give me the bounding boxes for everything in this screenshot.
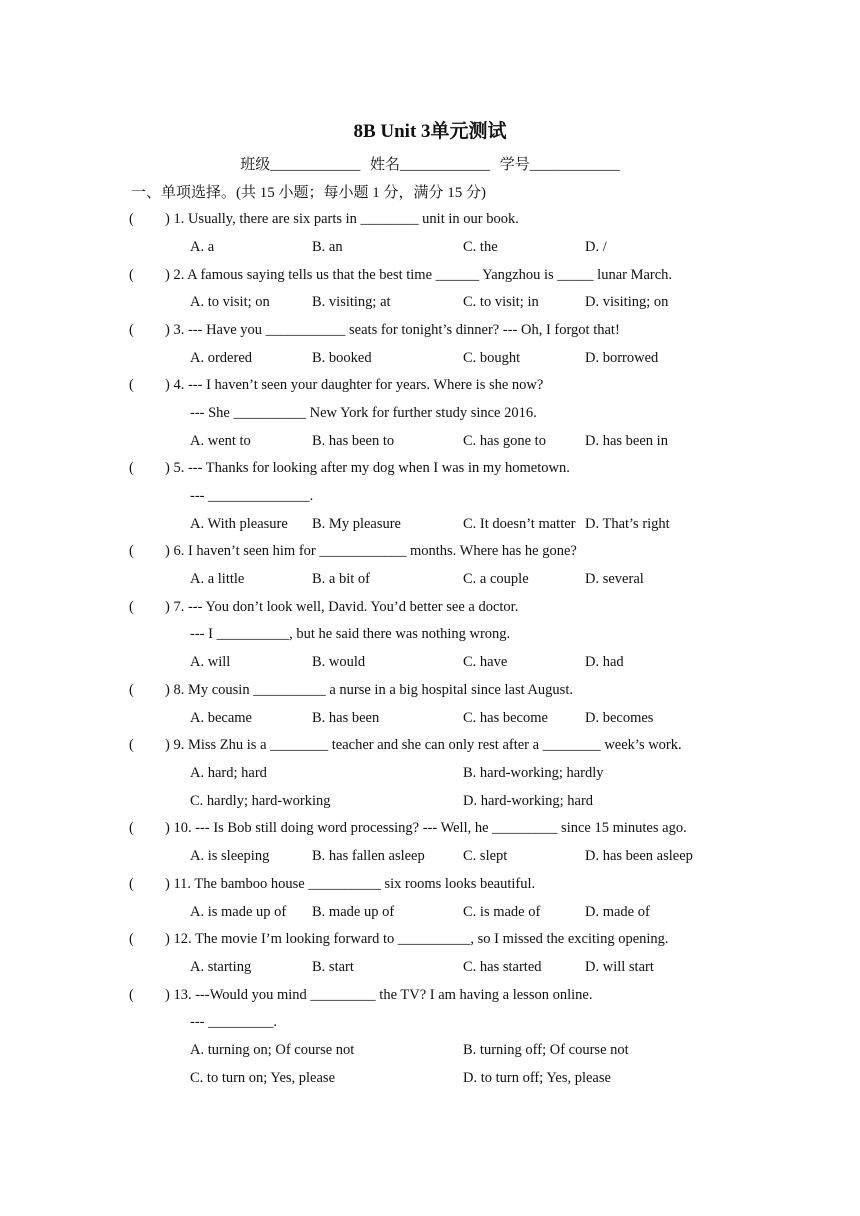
answer-option: D. had — [585, 654, 624, 670]
question-stem: ) 11. The bamboo house __________ six rooms looks beautiful. — [165, 876, 536, 892]
answer-option: B. has fallen asleep — [312, 848, 425, 864]
answer-option: C. have — [463, 654, 508, 670]
answer-bracket: ( — [129, 682, 134, 698]
answer-option: B. hard-working; hardly — [463, 765, 604, 781]
question-stem: ) 9. Miss Zhu is a ________ teacher and she can only rest after a ________ week’s work. — [165, 737, 682, 753]
answer-option: B. My pleasure — [312, 516, 401, 532]
name-field: 姓名____________ — [369, 157, 490, 173]
answer-option: B. an — [312, 239, 343, 255]
answer-option: D. will start — [585, 959, 654, 975]
answer-option: A. a little — [190, 571, 245, 587]
section-heading: 一、单项选择。(共 15 小题；每小题 1 分，满分 15 分) — [131, 185, 486, 201]
question-stem: ) 6. I haven’t seen him for ____________ months. Where has he gone? — [165, 543, 577, 559]
page-title: 8B Unit 3单元测试 — [353, 121, 507, 142]
answer-option: C. a couple — [463, 571, 529, 587]
answer-option: A. became — [190, 710, 252, 726]
answer-bracket: ( — [129, 377, 134, 393]
answer-bracket: ( — [129, 876, 134, 892]
answer-option: A. is made up of — [190, 904, 287, 920]
question-stem: ) 12. The movie I’m looking forward to __________, so I missed the exciting opening. — [165, 931, 669, 947]
answer-option: B. a bit of — [312, 571, 370, 587]
answer-option: D. hard-working; hard — [463, 793, 594, 809]
answer-option: B. booked — [312, 350, 372, 366]
answer-option: B. made up of — [312, 904, 395, 920]
answer-option: C. bought — [463, 350, 521, 366]
answer-option: D. made of — [585, 904, 650, 920]
answer-option: B. has been — [312, 710, 380, 726]
answer-option: C. to visit; in — [463, 294, 539, 310]
question-stem: ) 8. My cousin __________ a nurse in a big hospital since last August. — [165, 682, 573, 698]
question-stem: ) 10. --- Is Bob still doing word processing? --- Well, he _________ since 15 minutes ago. — [165, 820, 687, 836]
question-stem: ) 7. --- You don’t look well, David. You’d better see a doctor. — [165, 599, 519, 615]
answer-option: C. has gone to — [463, 433, 546, 449]
answer-option: A. starting — [190, 959, 252, 975]
answer-option: A. ordered — [190, 350, 253, 366]
answer-bracket: ( — [129, 322, 134, 338]
answer-bracket: ( — [129, 987, 134, 1003]
question-dialogue: --- She __________ New York for further study since 2016. — [190, 405, 537, 421]
student-info-line — [0, 153, 860, 174]
answer-bracket: ( — [129, 211, 134, 227]
answer-option: D. That’s right — [585, 516, 670, 532]
answer-option: B. visiting; at — [312, 294, 391, 310]
question-stem: ) 2. A famous saying tells us that the best time ______ Yangzhou is _____ lunar March. — [165, 267, 673, 283]
answer-option: A. went to — [190, 433, 251, 449]
answer-option: D. visiting; on — [585, 294, 669, 310]
answer-option: B. has been to — [312, 433, 395, 449]
answer-option: D. to turn off; Yes, please — [463, 1070, 611, 1086]
answer-option: D. has been asleep — [585, 848, 693, 864]
question-stem: ) 3. --- Have you ___________ seats for tonight’s dinner? --- Oh, I forgot that! — [165, 322, 620, 338]
question-stem: ) 1. Usually, there are six parts in ________ unit in our book. — [165, 211, 519, 227]
answer-bracket: ( — [129, 737, 134, 753]
answer-option: C. has started — [463, 959, 542, 975]
answer-option: A. a — [190, 239, 215, 255]
answer-option: D. becomes — [585, 710, 654, 726]
answer-option: D. / — [585, 239, 607, 255]
answer-bracket: ( — [129, 931, 134, 947]
answer-option: D. has been in — [585, 433, 668, 449]
answer-option: C. slept — [463, 848, 508, 864]
answer-option: A. hard; hard — [190, 765, 267, 781]
answer-option: B. start — [312, 959, 354, 975]
answer-option: B. would — [312, 654, 366, 670]
answer-option: C. to turn on; Yes, please — [190, 1070, 335, 1086]
answer-bracket: ( — [129, 543, 134, 559]
number-field: 学号____________ — [499, 157, 620, 173]
question-stem: ) 5. --- Thanks for looking after my dog when I was in my hometown. — [165, 460, 570, 476]
question-stem: ) 4. --- I haven’t seen your daughter for years. Where is she now? — [165, 377, 544, 393]
answer-option: C. the — [463, 239, 498, 255]
answer-option: C. It doesn’t matter — [463, 516, 576, 532]
question-stem: ) 13. ---Would you mind _________ the TV? I am having a lesson online. — [165, 987, 593, 1003]
class-field: 班级____________ — [240, 157, 361, 173]
answer-bracket: ( — [129, 267, 134, 283]
answer-option: A. turning on; Of course not — [190, 1042, 355, 1058]
answer-option: C. hardly; hard-working — [190, 793, 331, 809]
answer-option: A. With pleasure — [190, 516, 288, 532]
question-dialogue: --- ______________. — [190, 488, 314, 504]
answer-option: C. is made of — [463, 904, 541, 920]
answer-option: D. several — [585, 571, 644, 587]
answer-bracket: ( — [129, 820, 134, 836]
answer-option: A. is sleeping — [190, 848, 270, 864]
answer-bracket: ( — [129, 460, 134, 476]
answer-option: C. has become — [463, 710, 548, 726]
answer-option: D. borrowed — [585, 350, 659, 366]
question-dialogue: --- I __________, but he said there was nothing wrong. — [190, 626, 511, 642]
question-dialogue: --- _________. — [190, 1014, 277, 1030]
answer-bracket: ( — [129, 599, 134, 615]
answer-option: A. will — [190, 654, 231, 670]
answer-option: A. to visit; on — [190, 294, 270, 310]
answer-option: B. turning off; Of course not — [463, 1042, 629, 1058]
